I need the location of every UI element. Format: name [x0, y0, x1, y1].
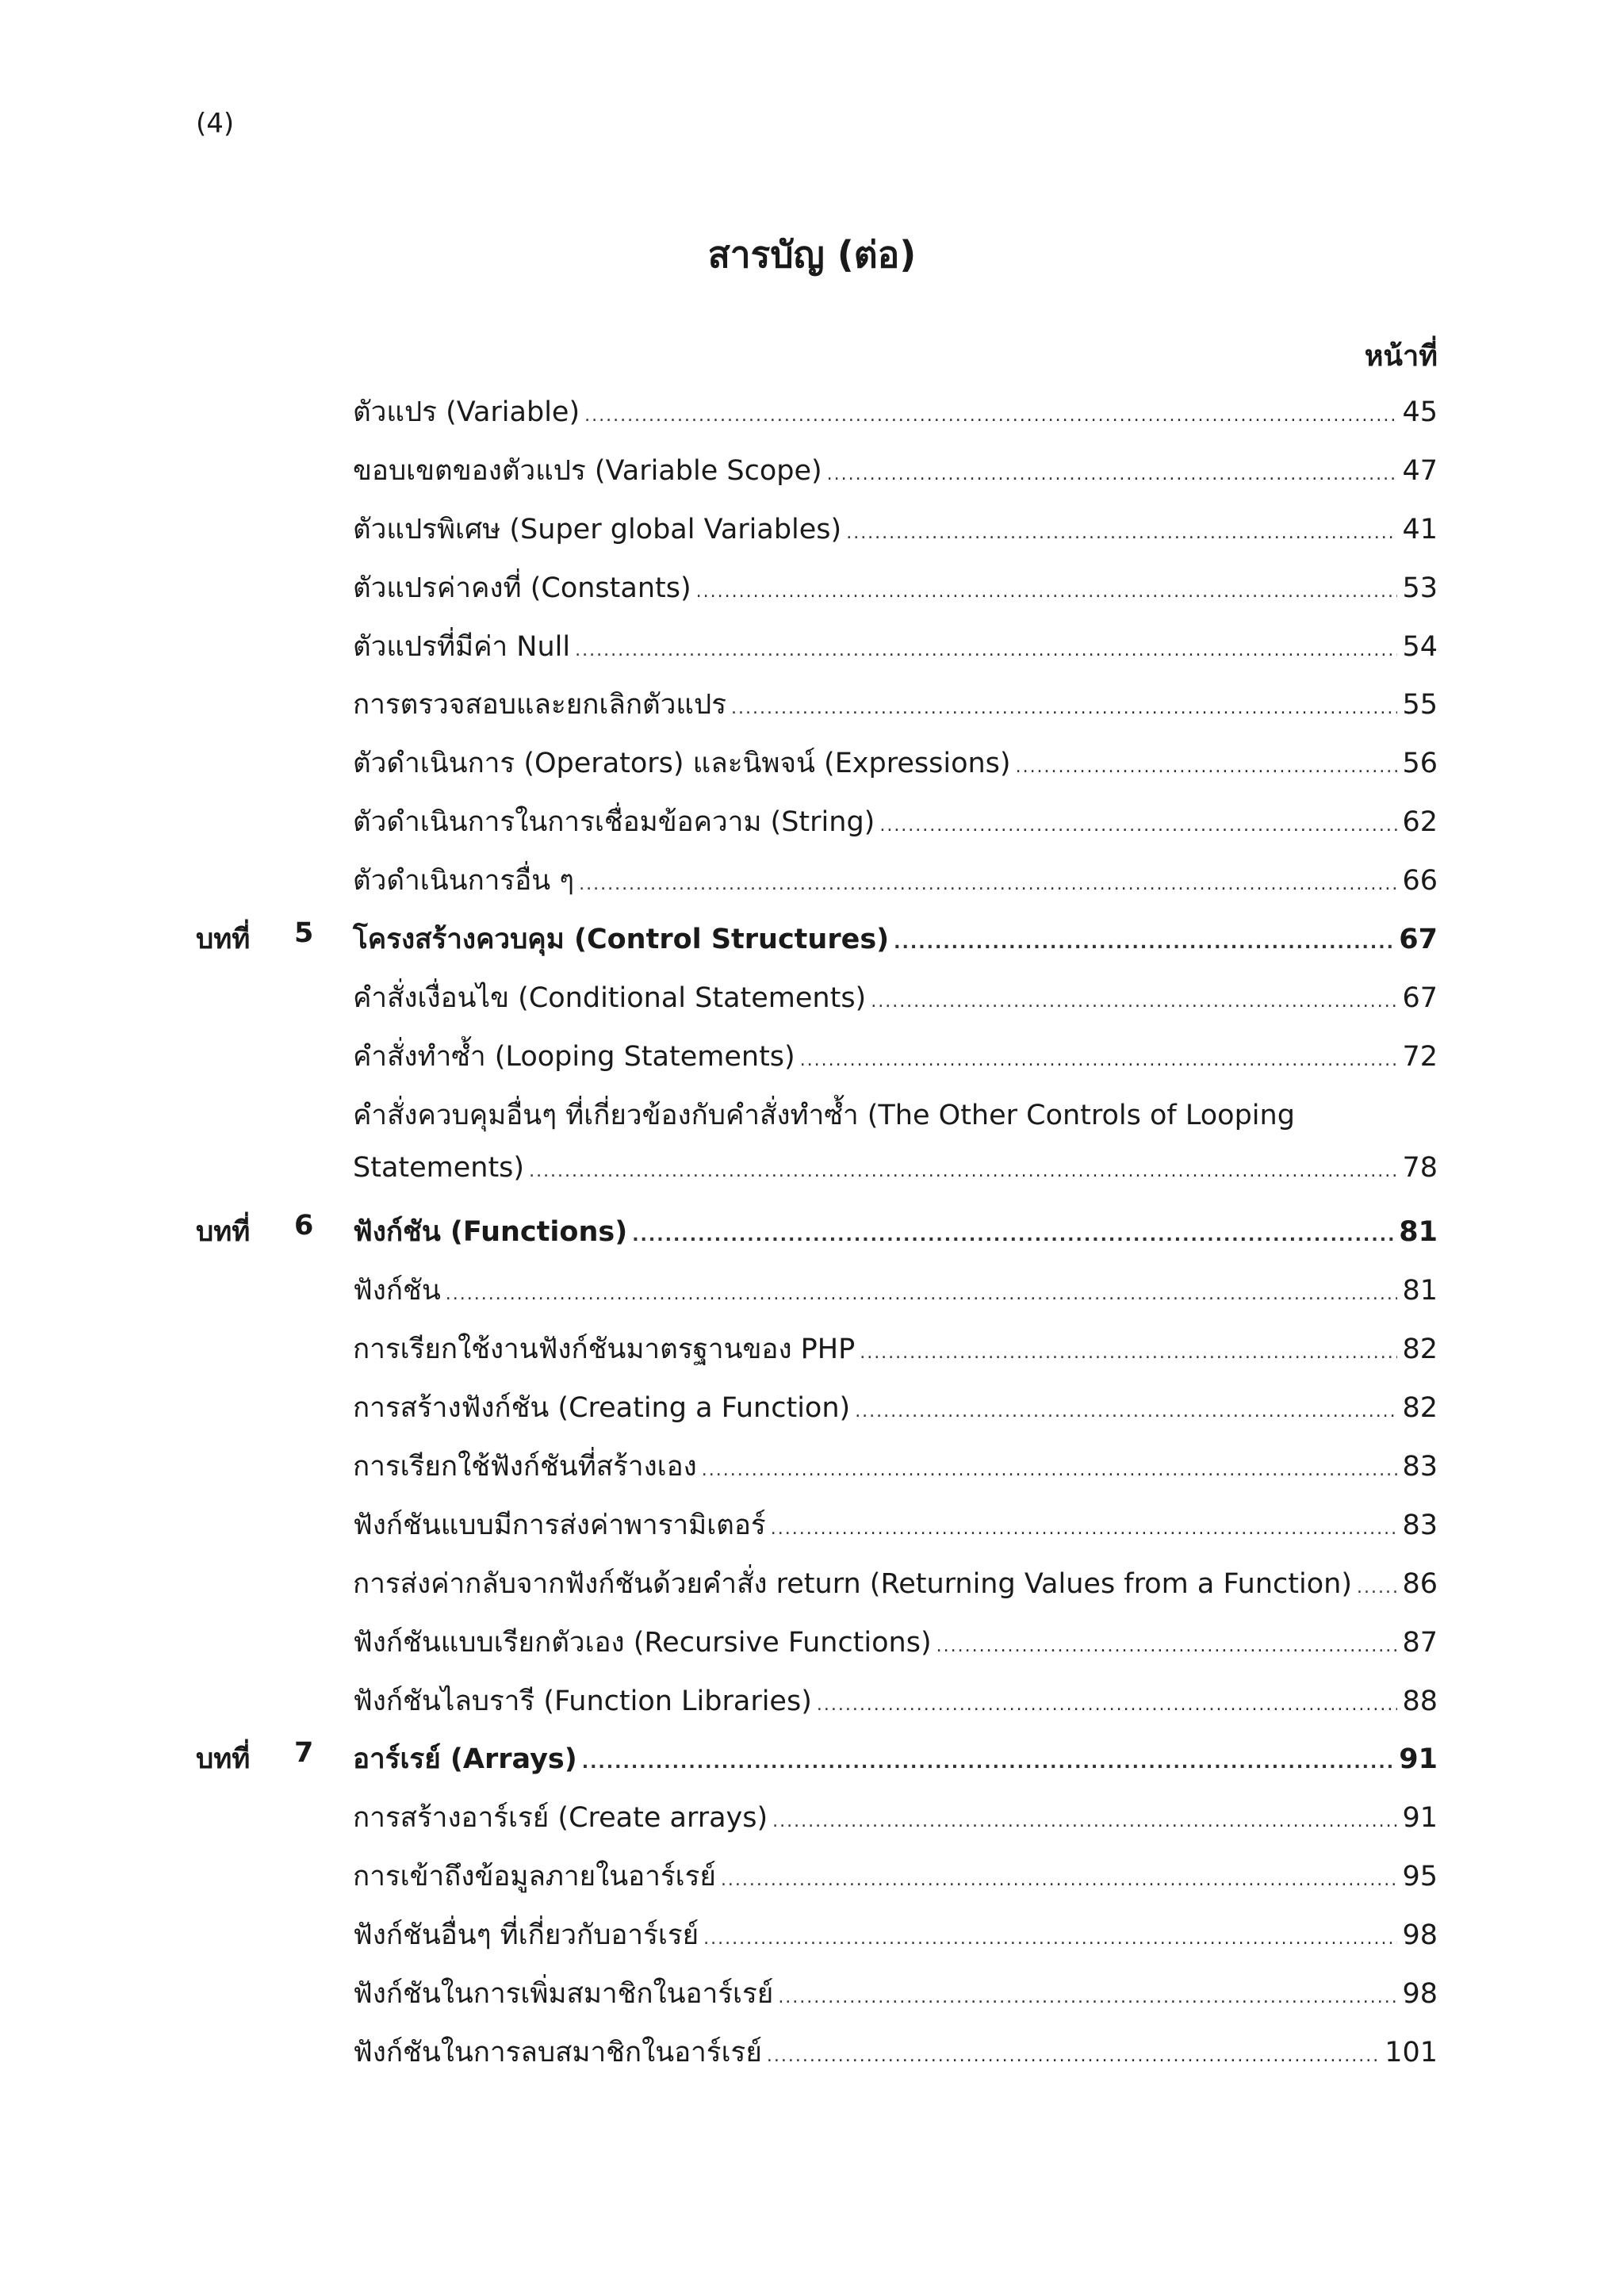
toc-line: [353, 1386, 1438, 1429]
toc-line: [353, 1621, 1438, 1664]
toc-page-number: 55: [1402, 689, 1438, 721]
dot-leader: [767, 2037, 1380, 2068]
toc-line: [353, 1913, 1438, 1957]
toc-line: [353, 1503, 1438, 1547]
toc-entry-title: โครงสร้างควบคุม (Control Structures): [353, 924, 890, 956]
toc-entry-title: ฟังก์ชันในการเพิ่มสมาชิกในอาร์เรย์: [353, 1978, 774, 2011]
toc-entry-title: ฟังก์ชันในการลบสมาชิกในอาร์เรย์: [353, 2036, 762, 2068]
toc-line: [353, 1854, 1438, 1898]
toc-entry-title: ตัวแปร (Variable): [353, 396, 580, 428]
toc-line: [353, 976, 1438, 1020]
toc-line: [353, 507, 1438, 551]
toc-page-number: 82: [1402, 1334, 1438, 1366]
dot-leader: [446, 1275, 1398, 1307]
toc-entry-title: การเข้าถึงข้อมูลภายในอาร์เรย์: [353, 1861, 716, 1893]
toc-page-number: 41: [1402, 513, 1438, 545]
toc-line: [353, 449, 1438, 492]
toc-page-number: 45: [1402, 396, 1438, 428]
toc-line: [353, 1327, 1438, 1371]
toc-entry-title: ตัวแปรที่มีค่า Null: [353, 630, 571, 663]
dot-leader: [632, 1216, 1394, 1248]
dot-leader: [579, 865, 1397, 897]
dot-leader: [827, 455, 1398, 487]
toc-page-number: 87: [1402, 1626, 1438, 1659]
toc-line: [353, 1972, 1438, 2015]
toc-page-number: 66: [1402, 865, 1438, 897]
toc-entry-row: [196, 1142, 1438, 1201]
toc-page-number: 91: [1399, 1743, 1438, 1776]
dot-leader: [879, 806, 1397, 838]
toc-line: [353, 800, 1438, 844]
toc-line: [353, 859, 1438, 902]
toc-entry-row: [196, 1376, 1438, 1435]
toc-entry-row: [196, 1552, 1438, 1611]
toc-entry-row: [196, 1494, 1438, 1552]
dot-leader: [731, 689, 1397, 721]
toc-entry-row: [196, 966, 1438, 1025]
toc-page-number: 83: [1402, 1509, 1438, 1541]
toc-page-number: 91: [1402, 1802, 1438, 1835]
toc-page-number: 98: [1402, 1919, 1438, 1952]
toc-line: [353, 741, 1438, 785]
toc-page-number: 53: [1402, 572, 1438, 604]
dot-leader: [1357, 1568, 1397, 1600]
toc-entry-row: [196, 673, 1438, 732]
page-column-label: หน้าที่: [1364, 340, 1438, 373]
dot-leader: [1016, 748, 1398, 779]
dot-leader: [817, 1686, 1398, 1717]
page-title: สารบัญ (ต่อ): [707, 233, 917, 276]
toc-entry-title: ตัวดำเนินการ (Operators) และนิพจน์ (Expressions): [353, 748, 1011, 780]
toc-entry-row: [196, 1670, 1438, 1728]
toc-entry-title: ฟังก์ชัน (Functions): [353, 1216, 628, 1249]
dot-leader: [703, 1919, 1397, 1951]
toc-entry-row: [196, 849, 1438, 908]
toc-entry-row: [196, 1435, 1438, 1494]
toc-entry-title: คำสั่งควบคุมอื่นๆ ที่เกี่ยวข้องกับคำสั่งทำซ้ำ (The Other Controls of Looping: [353, 1099, 1295, 1131]
toc-chapter-row: [196, 1728, 1438, 1786]
toc-chapter-row: [196, 1200, 1438, 1259]
toc-entry-row: [196, 615, 1438, 674]
toc-entry-row: [196, 1318, 1438, 1376]
toc-entry-title: ฟังก์ชันอื่นๆ ที่เกี่ยวกับอาร์เรย์: [353, 1919, 699, 1952]
toc-page-number: 56: [1402, 748, 1438, 780]
toc-entry-row: [196, 439, 1438, 498]
dot-leader: [771, 1510, 1398, 1541]
toc-page-number: 78: [1402, 1151, 1438, 1184]
toc-entry-row: [196, 1786, 1438, 1845]
toc-entry-row: [196, 498, 1438, 557]
page-number: (4): [196, 108, 235, 140]
dot-leader: [846, 514, 1397, 545]
toc-entry-row: [196, 1611, 1438, 1670]
toc-page-number: 72: [1402, 1040, 1438, 1073]
toc-page-number: 83: [1402, 1451, 1438, 1483]
toc-line: [353, 1210, 1438, 1253]
toc-page-number: 82: [1402, 1392, 1438, 1425]
dot-leader: [582, 1743, 1395, 1775]
toc-entry-title: คำสั่งเงื่อนไข (Conditional Statements): [353, 982, 867, 1014]
toc-entry-row: [196, 557, 1438, 615]
toc-page-number: 47: [1402, 454, 1438, 487]
toc-line: [353, 1152, 1438, 1184]
toc-entry-row: [196, 1845, 1438, 1904]
dot-leader: [871, 982, 1397, 1014]
toc-page-number: 81: [1402, 1275, 1438, 1307]
toc-page-number: 67: [1402, 982, 1438, 1014]
dot-leader: [702, 1451, 1398, 1483]
toc-entry-title: ตัวดำเนินการในการเชื่อมข้อความ (String): [353, 806, 875, 839]
toc-entry-title: ฟังก์ชันไลบรารี (Function Libraries): [353, 1685, 812, 1717]
dot-leader: [584, 396, 1397, 428]
toc-line: [353, 1269, 1438, 1312]
chapter-label: บทที่: [196, 1743, 251, 1776]
toc-entry-title: การส่งค่ากลับจากฟังก์ชันด้วยคำสั่ง return (Returning Values from a Function): [353, 1567, 1352, 1600]
dot-leader: [772, 1802, 1397, 1834]
toc-entry-title: ตัวแปรพิเศษ (Super global Variables): [353, 513, 842, 545]
toc-entry-title: ฟังก์ชัน: [353, 1275, 441, 1307]
dot-leader: [575, 631, 1397, 663]
toc-page-number: 81: [1399, 1216, 1438, 1249]
toc-line: [353, 1035, 1438, 1078]
toc-line: [353, 1562, 1438, 1605]
chapter-label: บทที่: [196, 1216, 251, 1249]
toc-entry-row: [196, 1084, 1438, 1142]
toc-line: [353, 1796, 1438, 1839]
dot-leader: [855, 1392, 1397, 1424]
dot-leader: [894, 924, 1394, 955]
toc-line: [353, 625, 1438, 668]
toc-line: [353, 390, 1438, 434]
toc-line: [353, 1445, 1438, 1488]
dot-leader: [778, 1978, 1397, 2010]
dot-leader: [721, 1861, 1398, 1892]
toc-entry-row: [196, 732, 1438, 790]
toc-entry-row: [196, 1025, 1438, 1084]
toc-chapter-row: [196, 908, 1438, 966]
toc-line: [353, 566, 1438, 610]
toc-entry-title: การตรวจสอบและยกเลิกตัวแปร: [353, 689, 726, 721]
dot-leader: [860, 1334, 1397, 1365]
toc-page-number: 67: [1399, 924, 1438, 956]
toc-page-number: 86: [1402, 1567, 1438, 1600]
toc-entry-title: ตัวดำเนินการอื่น ๆ: [353, 865, 575, 897]
toc-line: [353, 683, 1438, 726]
toc-page-number: 88: [1402, 1685, 1438, 1717]
dot-leader: [529, 1152, 1397, 1184]
dot-leader: [936, 1627, 1398, 1659]
toc-page-number: 101: [1385, 2036, 1438, 2068]
dot-leader: [696, 572, 1398, 604]
toc-page-number: 95: [1402, 1861, 1438, 1893]
toc-line: [353, 917, 1438, 961]
toc-page-number: 54: [1402, 630, 1438, 663]
toc-line: [353, 2030, 1438, 2074]
toc-entry-title: ขอบเขตของตัวแปร (Variable Scope): [353, 454, 822, 487]
toc-page-number: 62: [1402, 806, 1438, 839]
toc-page-number: 98: [1402, 1978, 1438, 2011]
toc-entry-row: [196, 1259, 1438, 1318]
toc-line: [353, 1679, 1438, 1723]
toc-entry-title: การสร้างอาร์เรย์ (Create arrays): [353, 1802, 768, 1835]
toc-entry-title: การสร้างฟังก์ชัน (Creating a Function): [353, 1392, 851, 1425]
toc-entry-title: การเรียกใช้งานฟังก์ชันมาตรฐานของ PHP: [353, 1334, 856, 1366]
toc-entry-row: [196, 1962, 1438, 2021]
toc-entry-row: [196, 790, 1438, 849]
dot-leader: [800, 1041, 1398, 1073]
toc-entry-title: ฟังก์ชันแบบมีการส่งค่าพารามิเตอร์: [353, 1509, 766, 1541]
toc-entry-title: ฟังก์ชันแบบเรียกตัวเอง (Recursive Functions): [353, 1626, 932, 1659]
toc-entry-title: Statements): [353, 1151, 525, 1184]
toc-entry-title: ตัวแปรค่าคงที่ (Constants): [353, 572, 691, 604]
toc-entry-title: อาร์เรย์ (Arrays): [353, 1743, 577, 1776]
chapter-label: บทที่: [196, 924, 251, 956]
toc-line: [353, 1093, 1438, 1137]
chapter-number: 6: [294, 1210, 314, 1242]
toc-entry-title: คำสั่งทำซ้ำ (Looping Statements): [353, 1040, 795, 1073]
toc-entry-title: การเรียกใช้ฟังก์ชันที่สร้างเอง: [353, 1451, 697, 1483]
table-of-contents: [196, 381, 1438, 2080]
toc-line: [353, 1737, 1438, 1781]
toc-entry-row: [196, 381, 1438, 439]
toc-entry-row: [196, 2021, 1438, 2080]
toc-entry-row: [196, 1904, 1438, 1962]
chapter-number: 5: [294, 917, 314, 950]
chapter-number: 7: [294, 1737, 314, 1770]
